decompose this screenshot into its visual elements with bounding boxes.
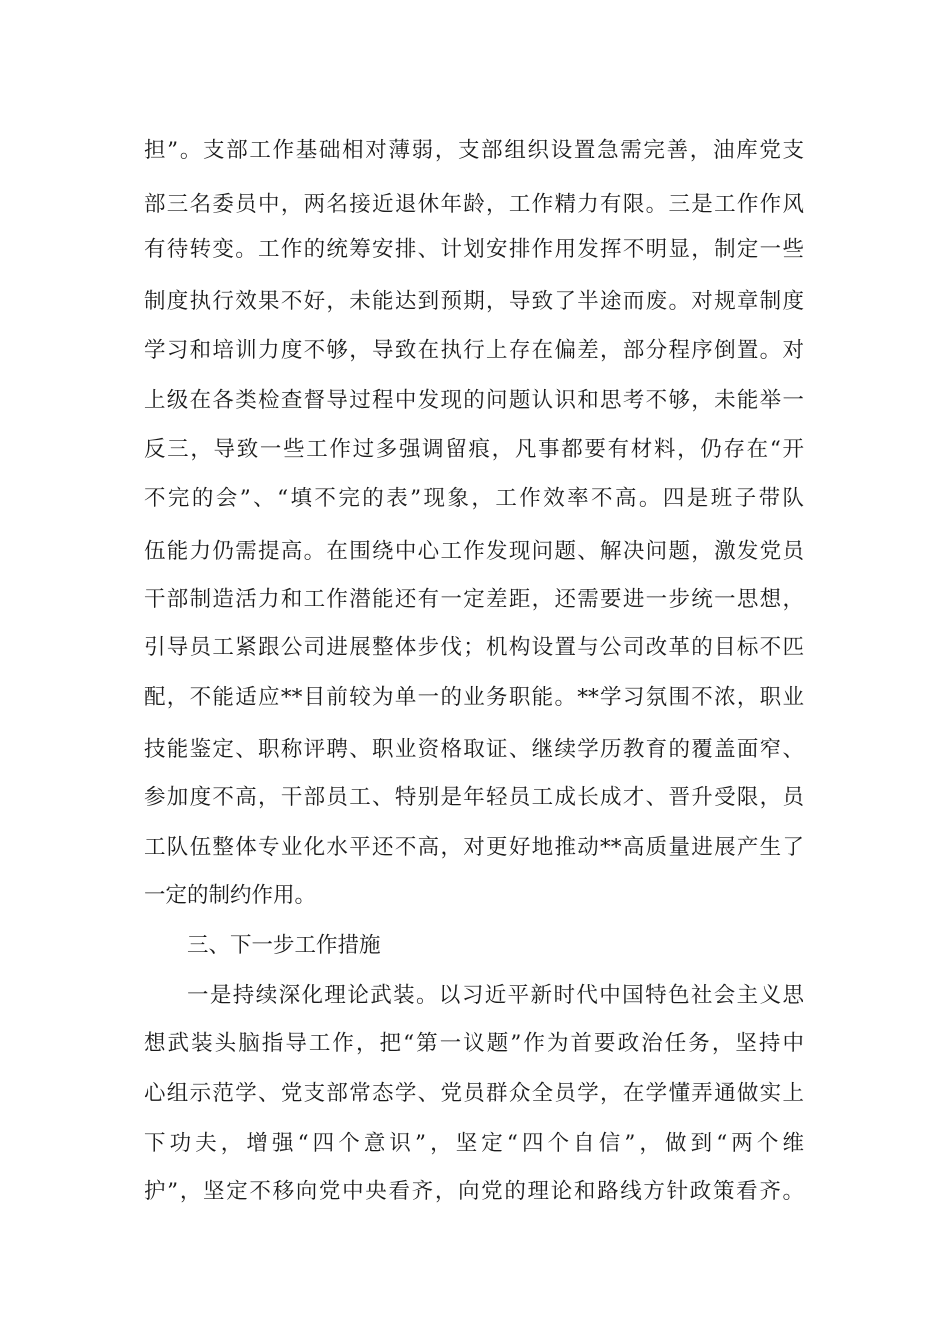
body-text-line: 担”。支部工作基础相对薄弱，支部组织设置急需完善，油库党支	[144, 138, 804, 163]
body-text-line: 有待转变。工作的统筹安排、计划安排作用发挥不明显，制定一些	[144, 237, 804, 262]
body-text-line: 一是持续深化理论武装。以习近平新时代中国特色社会主义思	[187, 983, 804, 1008]
body-text-line: 参加度不高，干部员工、特别是年轻员工成长成才、晋升受限，员	[144, 785, 804, 810]
body-text-line: 反三，导致一些工作过多强调留痕，凡事都要有材料，仍存在“开	[144, 437, 804, 462]
body-text-line: 工队伍整体专业化水平还不高，对更好地推动**高质量进展产生了	[144, 835, 804, 860]
body-text-line: 想武装头脑指导工作，把“第一议题”作为首要政治任务，坚持中	[144, 1031, 804, 1056]
body-text-line: 一定的制约作用。	[144, 883, 317, 908]
body-text-line: 下功夫，增强“四个意识”，坚定“四个自信”，做到“两个维	[144, 1131, 804, 1156]
body-text-line: 不完的会”、“填不完的表”现象，工作效率不高。四是班子带队	[144, 486, 804, 511]
body-text-line: 制度执行效果不好，未能达到预期，导致了半途而废。对规章制度	[144, 289, 804, 314]
body-text-line: 上级在各类检查督导过程中发现的问题认识和思考不够，未能举一	[144, 388, 804, 413]
body-text-line: 护”，坚定不移向党中央看齐，向党的理论和路线方针政策看齐。	[144, 1179, 804, 1204]
body-text-line: 技能鉴定、职称评聘、职业资格取证、继续学历教育的覆盖面窄、	[144, 737, 804, 762]
body-text-line: 心组示范学、党支部常态学、党员群众全员学，在学懂弄通做实上	[144, 1081, 804, 1106]
body-text-line: 伍能力仍需提高。在围绕中心工作发现问题、解决问题，激发党员	[144, 539, 804, 564]
body-text-line: 引导员工紧跟公司进展整体步伐；机构设置与公司改革的目标不匹	[144, 635, 804, 660]
body-text-line: 学习和培训力度不够，导致在执行上存在偏差，部分程序倒置。对	[144, 338, 804, 363]
body-text-line: 配，不能适应**目前较为单一的业务职能。**学习氛围不浓，职业	[144, 685, 804, 710]
section-heading: 三、下一步工作措施	[187, 933, 381, 958]
body-text-line: 部三名委员中，两名接近退休年龄，工作精力有限。三是工作作风	[144, 192, 804, 217]
body-text-line: 干部制造活力和工作潜能还有一定差距，还需要进一步统一思想，	[144, 587, 804, 612]
